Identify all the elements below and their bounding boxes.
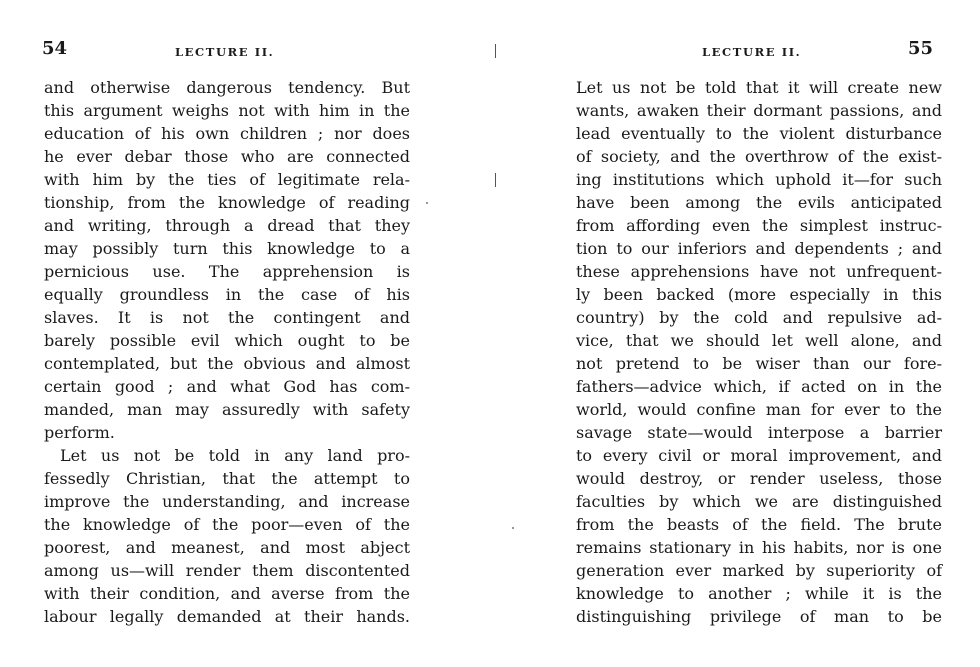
text-line: not pretend to be wiser than our fore- xyxy=(576,354,942,373)
text-line: would destroy, or render useless, those xyxy=(576,469,942,488)
text-line: tion to our inferiors and dependents ; and xyxy=(576,239,942,258)
paragraph-end-line: perform. xyxy=(44,423,115,442)
text-line: to every civil or moral improvement, and xyxy=(576,446,942,465)
text-line: lead eventually to the violent disturbance xyxy=(576,124,942,143)
text-line: pernicious use. The apprehension is xyxy=(44,262,410,281)
print-speck xyxy=(426,202,428,204)
text-line: and writing, through a dread that they xyxy=(44,216,410,235)
text-line: from the beasts of the field. The brute xyxy=(576,515,942,534)
text-line: he ever debar those who are connected xyxy=(44,147,410,166)
text-line: education of his own children ; nor does xyxy=(44,124,410,143)
text-line: improve the understanding, and increase xyxy=(44,492,410,511)
right-page xyxy=(490,0,980,667)
text-line: contemplated, but the obvious and almost xyxy=(44,354,410,373)
text-line: this argument weighs not with him in the xyxy=(44,101,410,120)
text-line: remains stationary in his habits, nor is one xyxy=(576,538,942,557)
text-line: the knowledge of the poor—even of the xyxy=(44,515,410,534)
page-number-left: 54 xyxy=(42,38,68,59)
text-line: poorest, and meanest, and most abject xyxy=(44,538,410,557)
text-line: with him by the ties of legitimate rela- xyxy=(44,170,410,189)
text-line: among us—will render them discontented xyxy=(44,561,410,580)
running-head-left: LECTURE II. xyxy=(175,45,275,59)
text-line: tionship, from the knowledge of reading xyxy=(44,193,410,212)
text-line: these apprehensions have not unfrequent- xyxy=(576,262,942,281)
page-number-right: 55 xyxy=(908,38,934,59)
text-line: manded, man may assuredly with safety xyxy=(44,400,410,419)
text-line: certain good ; and what God has com- xyxy=(44,377,410,396)
text-line: savage state—would interpose a barrier xyxy=(576,423,942,442)
text-line: country) by the cold and repulsive ad- xyxy=(576,308,942,327)
text-line: knowledge to another ; while it is the xyxy=(576,584,942,603)
text-line: world, would confine man for ever to the xyxy=(576,400,942,419)
text-line: and otherwise dangerous tendency. But xyxy=(44,78,410,97)
text-line: labour legally demanded at their hands. xyxy=(44,607,410,626)
body-text-right xyxy=(576,76,942,628)
text-line: fathers—advice which, if acted on in the xyxy=(576,377,942,396)
text-line: from affording even the simplest instruc- xyxy=(576,216,942,235)
text-line: vice, that we should let well alone, and xyxy=(576,331,942,350)
text-line: faculties by which we are distinguished xyxy=(576,492,942,511)
body-text-left xyxy=(44,76,410,628)
text-line: may possibly turn this knowledge to a xyxy=(44,239,410,258)
text-line: wants, awaken their dormant passions, and xyxy=(576,101,942,120)
text-line: barely possible evil which ought to be xyxy=(44,331,410,350)
running-head-right: LECTURE II. xyxy=(702,45,802,59)
text-line: with their condition, and averse from the xyxy=(44,584,410,603)
text-line: ly been backed (more especially in this xyxy=(576,285,942,304)
paragraph-start-line: Let us not be told in any land pro- xyxy=(60,446,410,465)
text-line: of society, and the overthrow of the exist- xyxy=(576,147,942,166)
text-line: fessedly Christian, that the attempt to xyxy=(44,469,410,488)
text-line: equally groundless in the case of his xyxy=(44,285,410,304)
text-line: slaves. It is not the contingent and xyxy=(44,308,410,327)
text-line: generation ever marked by superiority of xyxy=(576,561,942,580)
text-line: distinguishing privilege of man to be xyxy=(576,607,942,626)
text-line: Let us not be told that it will create new xyxy=(576,78,942,97)
text-line: ing institutions which uphold it—for such xyxy=(576,170,942,189)
text-line: have been among the evils anticipated xyxy=(576,193,942,212)
